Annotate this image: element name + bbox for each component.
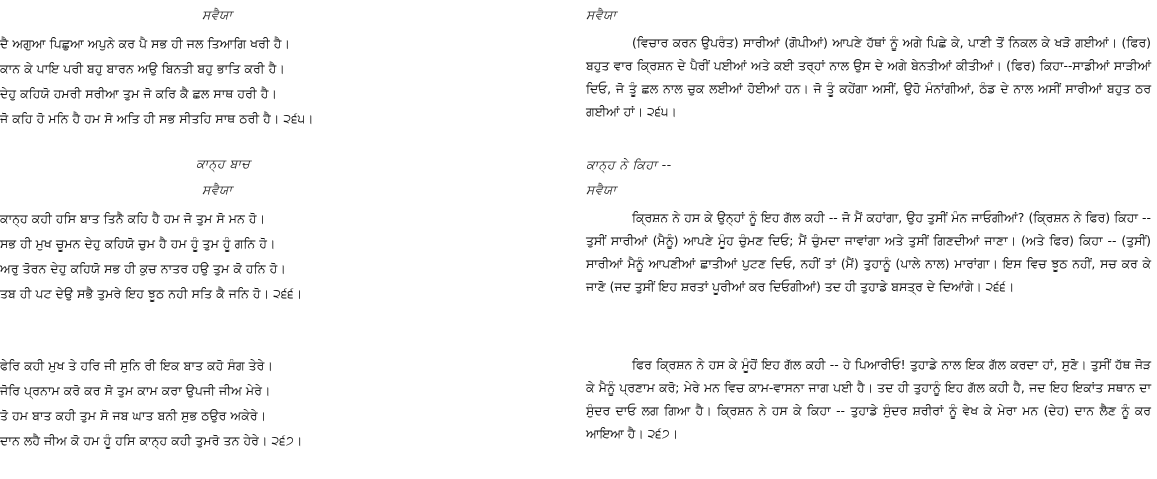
verse-line: ਸਭ ਹੀ ਮੁਖ ਚੂਮਨ ਦੇਹੁ ਕਹਿਯੋ ਚੁਮ ਹੈ ਹਮ ਹੂੰ ਤੁਮ ਹੂੰ ਗਨਿ ਹੋ। (0, 236, 276, 251)
verse-line: ਕਾਨ ਕੇ ਪਾਇ ਪਰੀ ਬਹੁ ਬਾਰਨ ਅਉ ਬਿਨਤੀ ਬਹੁ ਭਾਤਿ ਕਰੀ ਹੈ। (0, 61, 285, 76)
speaker-heading: ਕਾਨ੍ਹ ਨੇ ਕਿਹਾ -- (586, 157, 672, 172)
translation-paragraph (586, 31, 1151, 123)
paragraph-text: ਕ੍ਰਿਸ਼ਨ ਨੇ ਹਸ ਕੇ ਉਨ੍ਹਾਂ ਨੂੰ ਇਹ ਗੱਲ ਕਹੀ -- ਜੋ ਮੈਂ ਕਹਾਂਗਾ, ਉਹ ਤੁਸੀਂ ਮੰਨ ਜਾਓਗੀਆਂ? (ਕ੍ਰਿਸ਼ਨ ਨੇ ਫਿਰ) ਕਿਹਾ -- ਤੁਸੀਂ ਸਾਰੀਆਂ (ਮੈਨੂੰ) ਆਪਣੇ ਮੂੰਹ ਚੁੰਮਣ ਦਿਓ; ਮੈਂ ਚੁੰਮਦਾ ਜਾਵਾਂਗਾ ਅਤੇ ਤੁਸੀਂ ਗਿਣਦੀਆਂ ਜਾਣਾ। (ਅਤੇ ਫਿਰ) ਕਿਹਾ -- (ਤੁਸੀਂ) ਸਾਰੀਆਂ ਮੈਨੂੰ ਆਪਣੀਆਂ ਛਾਤੀਆਂ ਪੁਟਣ ਦਿਓ, ਨਹੀਂ ਤਾਂ (ਮੈਂ) ਤੁਹਾਨੂੰ (ਪਾਲੇ ਨਾਲ) ਮਾਰਾਂਗਾ। ਇਸ ਵਿਚ ਝੂਠ ਨਹੀਂ, ਸਚ ਕਰ ਕੇ ਜਾਣੋ (ਜਦ ਤੁਸੀਂ ਇਹ ਸ਼ਰਤਾਂ ਪੂਰੀਆਂ ਕਰ ਦਿਓਗੀਆਂ) ਤਦ ਹੀ ਤੁਹਾਡੇ ਬਸਤ੍ਰ ਦੇ ਦਿਆਂਗੇ। ੨੬੬। (586, 210, 1151, 294)
verse-line: ਤੋ ਹਮ ਬਾਤ ਕਹੀ ਤੁਮ ਸੋ ਜਬ ਘਾਤ ਬਨੀ ਸੁਭ ਠਉਰ ਅਕੇਰੇ। (0, 408, 267, 423)
verse-line: ਜੋਰਿ ਪ੍ਰਨਾਮ ਕਰੋ ਕਰ ਸੋ ਤੁਮ ਕਾਮ ਕਰਾ ਉਪਜੀ ਜੀਅ ਮੇਰੇ। (0, 383, 271, 398)
verse-line: ਤਬ ਹੀ ਪਟ ਦੇਉ ਸਭੈ ਤੁਮਰੇ ਇਹ ਝੂਠ ਨਹੀ ਸਤਿ ਕੈ ਜਨਿ ਹੋ। ੨੬੬। (0, 286, 303, 301)
stanza-heading: ਸਵੈਯਾ (202, 7, 233, 22)
translation-paragraph (586, 353, 1151, 445)
stanza-heading: ਸਵੈਯਾ (202, 182, 233, 197)
verse-line: ਦੇਹੁ ਕਹਿਯੋ ਹਮਰੀ ਸਰੀਆ ਤੁਮ ਜੋ ਕਰਿ ਕੈ ਛਲ ਸਾਥ ਹਰੀ ਹੈ। (0, 86, 277, 101)
paragraph-text: ਫਿਰ ਕ੍ਰਿਸ਼ਨ ਨੇ ਹਸ ਕੇ ਮੂੰਹੋਂ ਇਹ ਗੱਲ ਕਹੀ -- ਹੇ ਪਿਆਰੀਓ! ਤੁਹਾਡੇ ਨਾਲ ਇਕ ਗੱਲ ਕਰਦਾ ਹਾਂ, ਸੁਣੋ। ਤੁਸੀਂ ਹੱਥ ਜੋੜ ਕੇ ਮੈਨੂੰ ਪ੍ਰਣਾਮ ਕਰੋ; ਮੇਰੇ ਮਨ ਵਿਚ ਕਾਮ-ਵਾਸਨਾ ਜਾਗ ਪਈ ਹੈ। ਤਦ ਹੀ ਤੁਹਾਨੂੰ ਇਹ ਗੱਲ ਕਹੀ ਹੈ, ਜਦ ਇਹ ਇਕਾਂਤ ਸਥਾਨ ਦਾ ਸੁੰਦਰ ਦਾਓ ਲਗ ਗਿਆ ਹੈ। ਕ੍ਰਿਸ਼ਨ ਨੇ ਹਸ ਕੇ ਕਿਹਾ -- ਤੁਹਾਡੇ ਸੁੰਦਰ ਸ਼ਰੀਰਾਂ ਨੂੰ ਵੇਖ ਕੇ ਮੇਰਾ ਮਨ (ਦੇਹ) ਦਾਨ ਲੈਣ ਨੂੰ ਕਰ ਆਇਆ ਹੈ। ੨੬੭। (586, 357, 1152, 441)
verse-line: ਕਾਨ੍ਹ ਕਹੀ ਹਸਿ ਬਾਤ ਤਿਨੈ ਕਹਿ ਹੈ ਹਮ ਜੋ ਤੁਮ ਸੋ ਮਨ ਹੋ। (0, 211, 266, 226)
speaker-heading: ਕਾਨ੍ਹ ਬਾਚ (196, 156, 251, 171)
verse-line: ਜੋ ਕਹਿ ਹੋ ਮਨਿ ਹੈ ਹਮ ਸੋ ਅਤਿ ਹੀ ਸਭ ਸੀਤਹਿ ਸਾਥ ਠਰੀ ਹੈ। ੨੬੫। (0, 111, 314, 126)
verse-line: ਦਾਨ ਲਹੈ ਜੀਅ ਕੋ ਹਮ ਹੂੰ ਹਸਿ ਕਾਨ੍ਹ ਕਹੀ ਤੁਮਰੋ ਤਨ ਹੇਰੇ। ੨੬੭। (0, 433, 303, 448)
stanza-heading: ਸਵੈਯਾ (586, 182, 617, 197)
verse-line: ਫੇਰਿ ਕਹੀ ਮੁਖ ਤੇ ਹਰਿ ਜੀ ਸੁਨਿ ਰੀ ਇਕ ਬਾਤ ਕਹੋ ਸੰਗ ਤੇਰੇ। (0, 358, 273, 373)
translation-paragraph (586, 206, 1151, 298)
verse-line: ਦੈ ਅਗੁਆ ਪਿਛੁਆ ਅਪੁਨੇ ਕਰ ਪੈ ਸਭ ਹੀ ਜਲ ਤਿਆਗਿ ਖਰੀ ਹੈ। (0, 36, 290, 51)
verse-line: ਅਰੁ ਤੋਰਨ ਦੇਹੁ ਕਹਿਯੋ ਸਭ ਹੀ ਕੁਚ ਨਾਤਰ ਹਉ ਤੁਮ ਕੋ ਹਨਿ ਹੋ। (0, 261, 286, 276)
stanza-heading: ਸਵੈਯਾ (586, 7, 617, 22)
paragraph-text: (ਵਿਚਾਰ ਕਰਨ ਉਪਰੰਤ) ਸਾਰੀਆਂ (ਗੋਪੀਆਂ) ਆਪਣੇ ਹੱਥਾਂ ਨੂੰ ਅਗੇ ਪਿਛੇ ਕੇ, ਪਾਣੀ ਤੋਂ ਨਿਕਲ ਕੇ ਖੜੋ ਗਈਆਂ। (ਫਿਰ) ਬਹੁਤ ਵਾਰ ਕ੍ਰਿਸ਼ਨ ਦੇ ਪੈਰੀਂ ਪਈਆਂ ਅਤੇ ਕਈ ਤਰ੍ਹਾਂ ਨਾਲ ਉਸ ਦੇ ਅਗੇ ਬੇਨਤੀਆਂ ਕੀਤੀਆਂ। (ਫਿਰ) ਕਿਹਾ--ਸਾਡੀਆਂ ਸਾੜੀਆਂ ਦਿਓ, ਜੋ ਤੂੰ ਛਲ ਨਾਲ ਚੁਕ ਲਈਆਂ ਹੋਈਆਂ ਹਨ। ਜੋ ਤੂੰ ਕਹੇਂਗਾ ਅਸੀਂ, ਉਹੋ ਮੰਨਾਂਗੀਆਂ, ਠੰਡ ਦੇ ਨਾਲ ਅਸੀਂ ਸਾਰੀਆਂ ਬਹੁਤ ਠਰ ਗਈਆਂ ਹਾਂ। ੨੬੫। (586, 35, 1151, 119)
